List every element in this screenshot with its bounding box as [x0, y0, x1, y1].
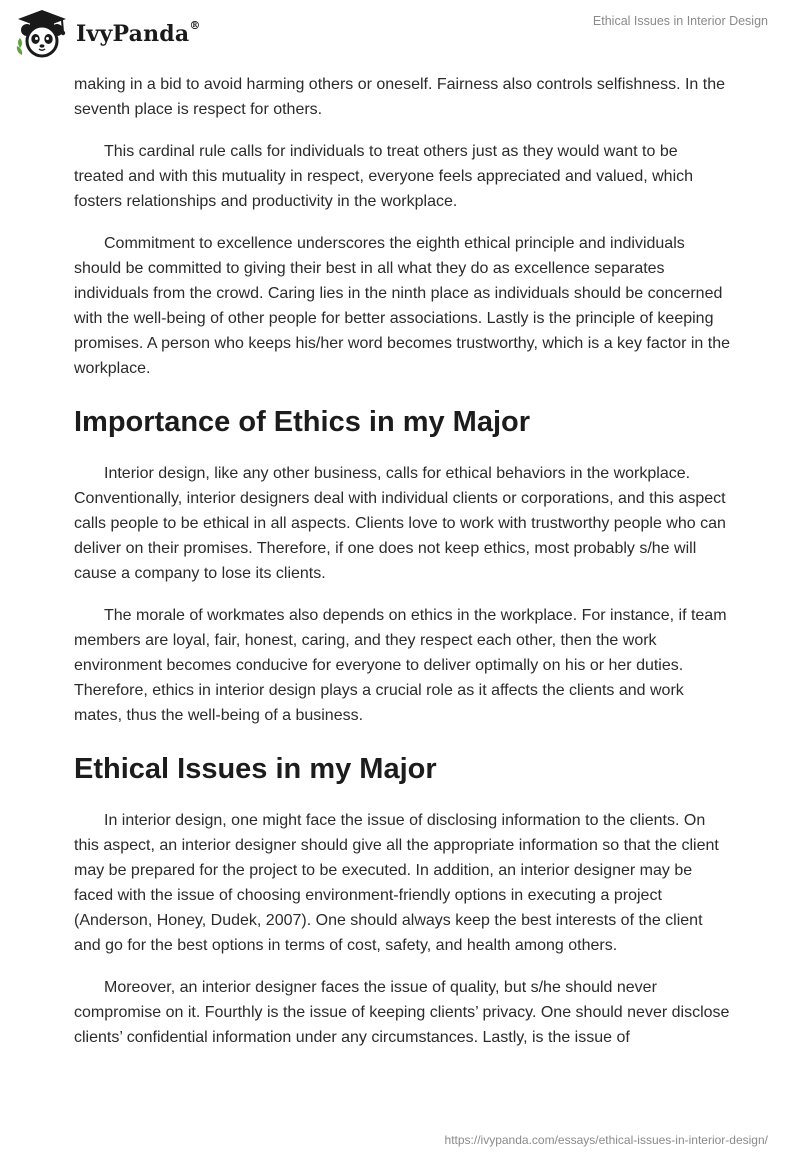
section-heading-importance: Importance of Ethics in my Major: [74, 406, 531, 438]
paragraph: In interior design, one might face the issue of disclosing information to the clients. On this aspect, an interior designer should give all the appropriate information so that the client may be prepared for the project to be executed. In addition, an interior designer may be faced with the issue of choosing environment-friendly options in executing a project (Anderson, Honey, Dudek, 2007). One should always keep the best interests of the client and go for the best options in terms of cost, safety, and health among others.: [74, 812, 719, 954]
section-heading-ethical-issues: Ethical Issues in my Major: [74, 753, 437, 785]
document-title: Ethical Issues in Interior Design: [592, 14, 768, 28]
essay-body: [74, 72, 730, 1067]
ivypanda-logo[interactable]: [14, 8, 201, 60]
paragraph: Interior design, like any other business, calls for ethical behaviors in the workplace. Conventionally, interior designers deal with individual clients or corporations, and this aspect calls people to be ethical in all aspects. Clients love to work with trustworthy people who can deliver on their promises. Therefore, if one does not keep ethics, most probably s/he will cause a company to lose its clients.: [74, 465, 726, 582]
brand-name: IvyPanda®: [76, 19, 201, 47]
paragraph: Commitment to excellence underscores the eighth ethical principle and individuals should be committed to giving their best in all what they do as excellence separates individuals from the crowd. Caring lies in the ninth place as individuals should be concerned with the well-being of other people for better associations. Lastly is the principle of keeping promises. A person who keeps his/her word becomes trustworthy, which is a key factor in the workplace.: [74, 235, 730, 377]
paragraph: Moreover, an interior designer faces the issue of quality, but s/he should never compromise on it. Fourthly is the issue of keeping clients’ privacy. One should never disclose clients’ confidential information under any circumstances. Lastly, is the issue of: [74, 979, 730, 1046]
paragraph: This cardinal rule calls for individuals to treat others just as they would want to be treated and with this mutuality in respect, everyone feels appreciated and valued, which fosters relationships and productivity in the workplace.: [74, 143, 694, 210]
source-url[interactable]: https://ivypanda.com/essays/ethical-issues-in-interior-design/: [444, 1133, 768, 1147]
page-header: [0, 0, 800, 70]
panda-graduate-icon: [14, 8, 70, 60]
registered-mark: ®: [189, 19, 201, 32]
paragraph: The morale of workmates also depends on ethics in the workplace. For instance, if team members are loyal, fair, honest, caring, and they respect each other, then the work environment becomes conducive for everyone to deliver optimally on his or her duties. Therefore, ethics in interior design plays a crucial role as it affects the clients and work mates, thus the well-being of a business.: [74, 607, 727, 724]
paragraph: making in a bid to avoid harming others or oneself. Fairness also controls selfishness. In the seventh place is respect for others.: [74, 76, 725, 118]
